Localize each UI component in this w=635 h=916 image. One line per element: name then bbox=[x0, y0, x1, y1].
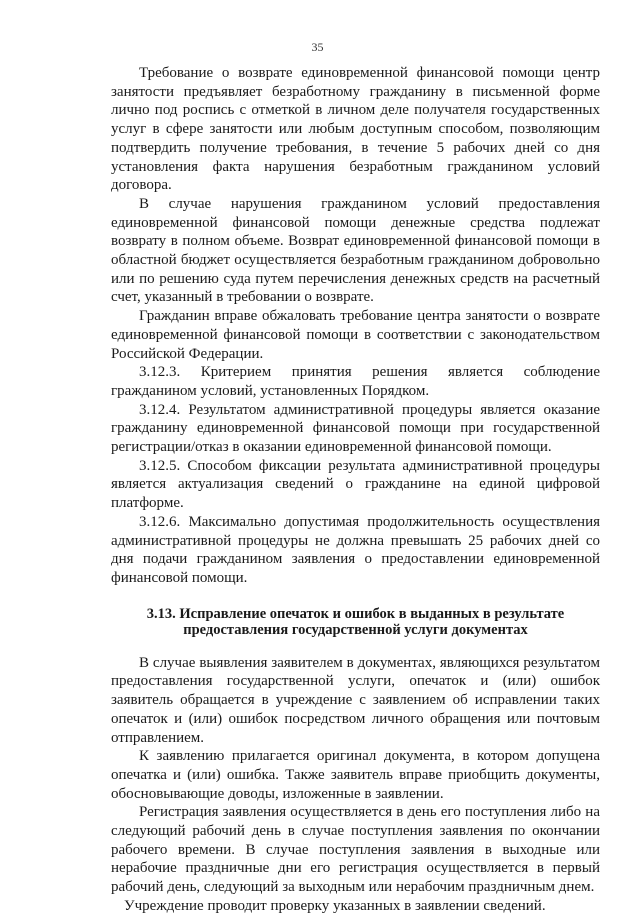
paragraph-verification: Учреждение проводит проверку указанных в заявлении сведений. bbox=[124, 897, 546, 914]
paragraph-refund-violation: В случае нарушения гражданином условий предоставления единовременной финансовой помощи денежные средства подлежат возврату в полном объеме. Возврат единовременной финансовой помощи в областной бюджет осуществляется безработным гражданином добровольно или по решению суда путем перечисления денежных средств на расчетный счет, указанный в требовании о возврате. bbox=[111, 195, 600, 306]
paragraph-attachment: К заявлению прилагается оригинал документа, в котором допущена опечатка и (или) ошибка. Также заявитель вправе приобщить документы, обосновывающие доводы, изложенные в заявлении. bbox=[111, 748, 600, 802]
section-heading-line-2: предоставления государственной услуги документах bbox=[183, 621, 528, 638]
paragraph-3-12-5: 3.12.5. Способом фиксации результата административной процедуры является актуализация сведений о гражданине на единой цифровой платформе. bbox=[111, 457, 600, 512]
paragraph-3-12-4: 3.12.4. Результатом административной процедуры является оказание гражданину единовременной финансовой помощи при государственной регистрации/отказ в оказании единовременной финансовой помощи. bbox=[111, 401, 600, 456]
paragraph-typo-detection: В случае выявления заявителем в документах, являющихся результатом предоставления государственной услуги, опечаток и (или) ошибок заявитель обращается в учреждение с заявлением об исправлении таких опечаток и (или) ошибок посредством личного обращения или почтовым отправлением. bbox=[111, 654, 600, 746]
page-number: 35 bbox=[311, 40, 324, 54]
paragraph-refund-demand: Требование о возврате единовременной финансовой помощи центр занятости предъявляет безработному гражданину в письменной форме лично под роспись с отметкой в личном деле получателя государственных услуг в сфере занятости или любым доступным способом, позволяющим подтвердить получение требования, в течение 5 рабочих дней со дня установления факта нарушения безработным гражданином условий договора. bbox=[111, 65, 600, 194]
paragraph-registration: Регистрация заявления осуществляется в день его поступления либо на следующий рабочий день в случае поступления заявления по окончании рабочего времени. В случае поступления заявления в выходные или нерабочие праздничные дни его регистрация осуществляется в первый рабочий день, следующий за выходным или нерабочим праздничным днем. bbox=[111, 804, 600, 896]
document-body bbox=[111, 64, 600, 916]
paragraph-3-12-6: 3.12.6. Максимально допустимая продолжительность осуществления административной процедуры не должна превышать 25 рабочих дней со дня подачи гражданином заявления о предоставлении единовременной финансовой помощи. bbox=[111, 513, 600, 586]
paragraph-appeal: Гражданин вправе обжаловать требование центра занятости о возврате единовременной финансовой помощи в соответствии с законодательством Российской Федерации. bbox=[111, 308, 600, 362]
paragraph-3-12-3: 3.12.3. Критерием принятия решения является соблюдение гражданином условий, установленных Порядком. bbox=[111, 364, 600, 399]
section-heading-3-13 bbox=[111, 606, 600, 638]
section-heading-line-1: 3.13. Исправление опечаток и ошибок в выданных в результате bbox=[146, 605, 565, 622]
